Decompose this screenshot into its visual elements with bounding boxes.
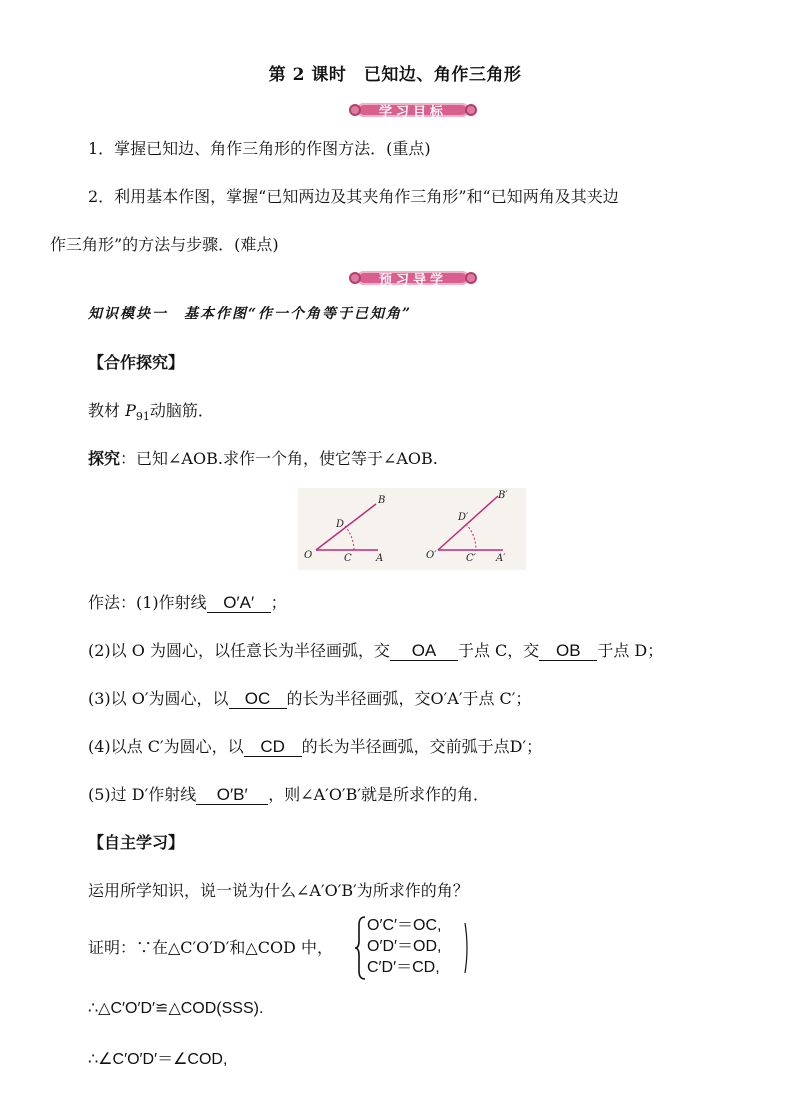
- conclusion-congruent: ∴△C′O′D′≌△COD(SSS).: [88, 1000, 264, 1017]
- label-A: A: [376, 553, 384, 564]
- angle-construction-figure: [298, 488, 526, 570]
- ribbon-cap-icon: [465, 272, 477, 284]
- answer-blank-1: O′A′: [207, 594, 271, 613]
- self-study-heading: 【自主学习】: [88, 833, 185, 852]
- answer-blank-5: CD: [244, 738, 302, 757]
- ribbon-cap-icon: [465, 104, 477, 116]
- explore-statement: 探究：已知∠AOB.求作一个角，使它等于∠AOB.: [88, 449, 438, 468]
- answer-blank-3: OB: [539, 642, 597, 661]
- condition-system: [355, 915, 471, 981]
- condition-1: O′C′＝OC,: [367, 917, 442, 934]
- label-A-prime: A′: [496, 553, 506, 564]
- label-B-prime: B′: [498, 490, 508, 501]
- label-O: O: [304, 550, 313, 561]
- answer-blank-4: OC: [229, 690, 287, 709]
- label-O-prime: O′: [426, 550, 437, 561]
- step-3: (3)以 O′为圆心，以 OC 的长为半径画弧，交O′A′于点 C′；: [88, 689, 532, 708]
- conclusion-angle: ∴∠C′O′D′＝∠COD,: [88, 1051, 228, 1068]
- textbook-ref: 教材 $P_{91}$动脑筋．: [88, 401, 214, 424]
- condition-3: C′D′＝CD,: [367, 959, 440, 976]
- answer-blank-6: O′B′: [196, 786, 268, 805]
- condition-2: O′D′＝OD,: [367, 938, 442, 955]
- step-4: (4)以点 C′为圆心，以 CD 的长为半径画弧，交前弧于点D′；: [88, 737, 543, 756]
- ribbon-label: 学习目标: [378, 104, 447, 120]
- section-ribbon-preview: [349, 268, 477, 288]
- section-ribbon-learning-goals: [349, 100, 477, 120]
- step-5: (5)过 D′作射线 O′B′ ，则∠A′O′B′就是所求作的角．: [88, 785, 489, 804]
- goal-1: 1．掌握已知边、角作三角形的作图方法．(重点): [88, 139, 431, 158]
- goal-2: 2．利用基本作图，掌握“已知两边及其夹角作三角形”和“已知两角及其夹边: [88, 187, 619, 206]
- step-2: (2)以 O 为圆心，以任意长为半径画弧，交 OA 于点 C，交 OB 于点 D；: [88, 641, 664, 660]
- question: 运用所学知识，说一说为什么∠A′O′B′为所求作的角？: [88, 881, 469, 900]
- step-1: 作法：(1)作射线 O′A′ ；: [88, 593, 287, 612]
- label-B: B: [378, 495, 386, 506]
- ribbon-cap-icon: [349, 272, 361, 284]
- coop-heading: 【合作探究】: [88, 353, 185, 372]
- ribbon-cap-icon: [349, 104, 361, 116]
- module-heading: 知识模块一 基本作图“作一个角等于已知角”: [88, 306, 413, 322]
- proof-intro: 证明：∵在△C′O′D′和△COD 中，: [88, 938, 333, 957]
- label-D-prime: D′: [458, 512, 469, 523]
- figure-background: [298, 488, 526, 570]
- goal-2-cont: 作三角形”的方法与步骤．(难点): [50, 235, 279, 254]
- answer-blank-2: OA: [390, 642, 458, 661]
- label-C: C: [344, 553, 352, 564]
- page-title: 第 2 课时 已知边、角作三角形: [268, 65, 522, 85]
- label-D: D: [336, 519, 345, 530]
- label-C-prime: C′: [466, 553, 476, 564]
- ribbon-label: 预习导学: [378, 272, 447, 288]
